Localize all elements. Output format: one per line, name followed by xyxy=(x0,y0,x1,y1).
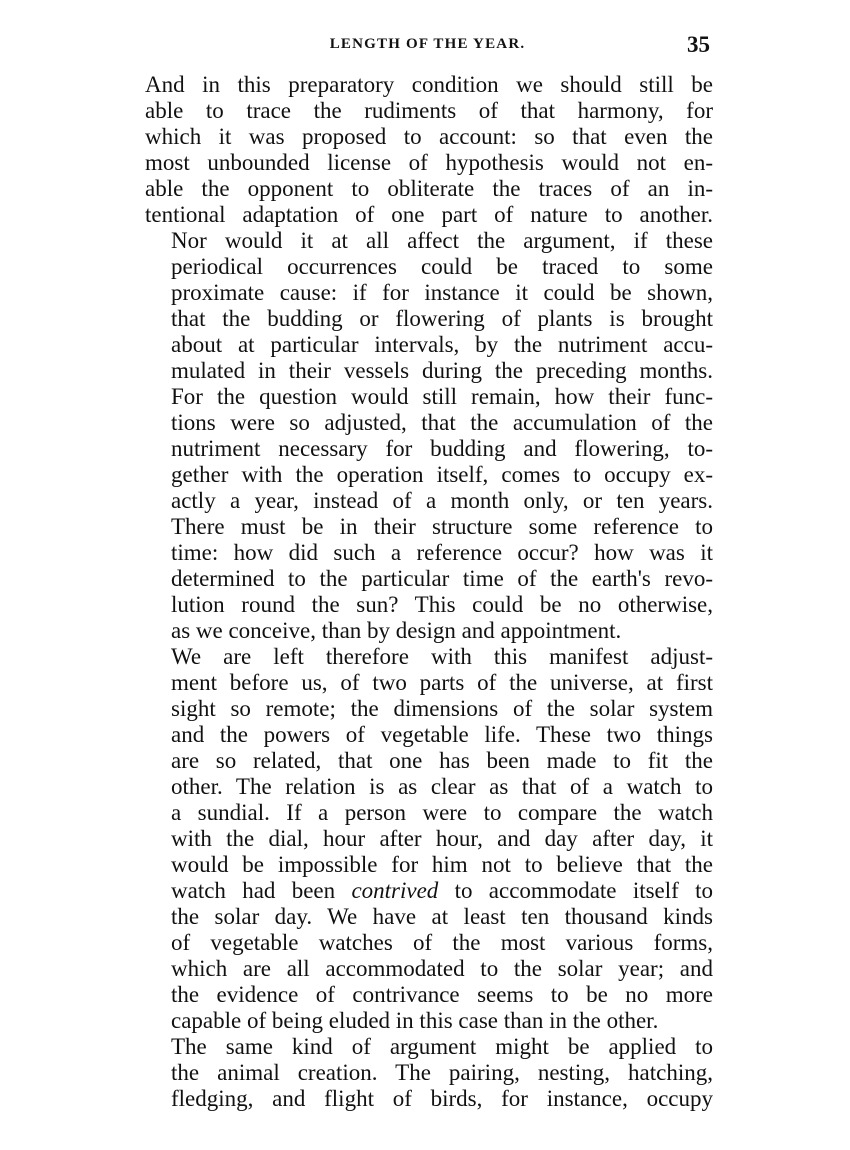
text-line: and the powers of vegetable life. These two things xyxy=(171,722,713,747)
text-line: tentional adaptation of one part of nature to another. xyxy=(145,202,713,227)
text-line: We are left therefore with this manifest adjust- xyxy=(171,644,713,669)
text-line: There must be in their structure some reference to xyxy=(171,514,713,539)
text-line: fledging, and flight of birds, for instance, occupy xyxy=(171,1086,713,1111)
page-number: 35 xyxy=(687,32,710,57)
text-line: And in this preparatory condition we should still be xyxy=(145,72,713,97)
text-line: of vegetable watches of the most various forms, xyxy=(171,930,713,955)
text-line: able to trace the rudiments of that harmony, for xyxy=(145,98,713,123)
text-line: which it was proposed to account: so that even the xyxy=(145,124,713,149)
text-line: tions were so adjusted, that the accumulation of the xyxy=(171,410,713,435)
text-line: with the dial, hour after hour, and day after day, it xyxy=(171,826,713,851)
text-line: would be impossible for him not to believe that the xyxy=(171,852,713,877)
body-text xyxy=(145,72,713,1112)
text-line: sight so remote; the dimensions of the solar system xyxy=(171,696,713,721)
text-line: the evidence of contrivance seems to be no more xyxy=(171,982,713,1007)
text-line: are so related, that one has been made to fit the xyxy=(171,748,713,773)
text-line: mulated in their vessels during the preceding months. xyxy=(171,358,713,383)
text-line: time: how did such a reference occur? how was it xyxy=(171,540,713,565)
text-line: proximate cause: if for instance it could be shown, xyxy=(171,280,713,305)
text-line: actly a year, instead of a month only, or ten years. xyxy=(171,488,713,513)
text-line: which are all accommodated to the solar year; and xyxy=(171,956,713,981)
text-line: The same kind of argument might be applied to xyxy=(171,1034,713,1059)
text-line: nutriment necessary for budding and flowering, to- xyxy=(171,436,713,461)
paragraph-2 xyxy=(145,228,713,644)
text-line: about at particular intervals, by the nutriment accu- xyxy=(171,332,713,357)
text-line: other. The relation is as clear as that of a watch to xyxy=(171,774,713,799)
text-line: For the question would still remain, how their func- xyxy=(171,384,713,409)
text-line: gether with the operation itself, comes to occupy ex- xyxy=(171,462,713,487)
text-line: determined to the particular time of the earth's revo- xyxy=(171,566,713,591)
paragraph-1 xyxy=(145,72,713,228)
text-line: lution round the sun? This could be no otherwise, xyxy=(171,592,713,617)
text-line: able the opponent to obliterate the traces of an in- xyxy=(145,176,713,201)
running-title: LENGTH OF THE YEAR. xyxy=(329,36,526,52)
text-line: the solar day. We have at least ten thousand kinds xyxy=(171,904,713,929)
text-line: most unbounded license of hypothesis would not en- xyxy=(145,150,713,175)
text-line: ment before us, of two parts of the universe, at first xyxy=(171,670,713,695)
text-line: the animal creation. The pairing, nesting, hatching, xyxy=(171,1060,713,1085)
text-line: that the budding or flowering of plants is brought xyxy=(171,306,713,331)
text-line: capable of being eluded in this case than in the other. xyxy=(171,1008,659,1033)
text-line: a sundial. If a person were to compare the watch xyxy=(171,800,713,825)
text-line: as we conceive, than by design and appointment. xyxy=(171,618,622,643)
italic-emphasis: contrived xyxy=(351,878,439,903)
text-line: periodical occurrences could be traced to some xyxy=(171,254,713,279)
text-line: Nor would it at all affect the argument, if these xyxy=(171,228,713,253)
paragraph-4 xyxy=(145,1034,713,1112)
text-line-italic: watch had been contrived to accommodate itself to xyxy=(171,878,713,903)
paragraph-3 xyxy=(145,644,713,1034)
running-head xyxy=(145,32,710,64)
